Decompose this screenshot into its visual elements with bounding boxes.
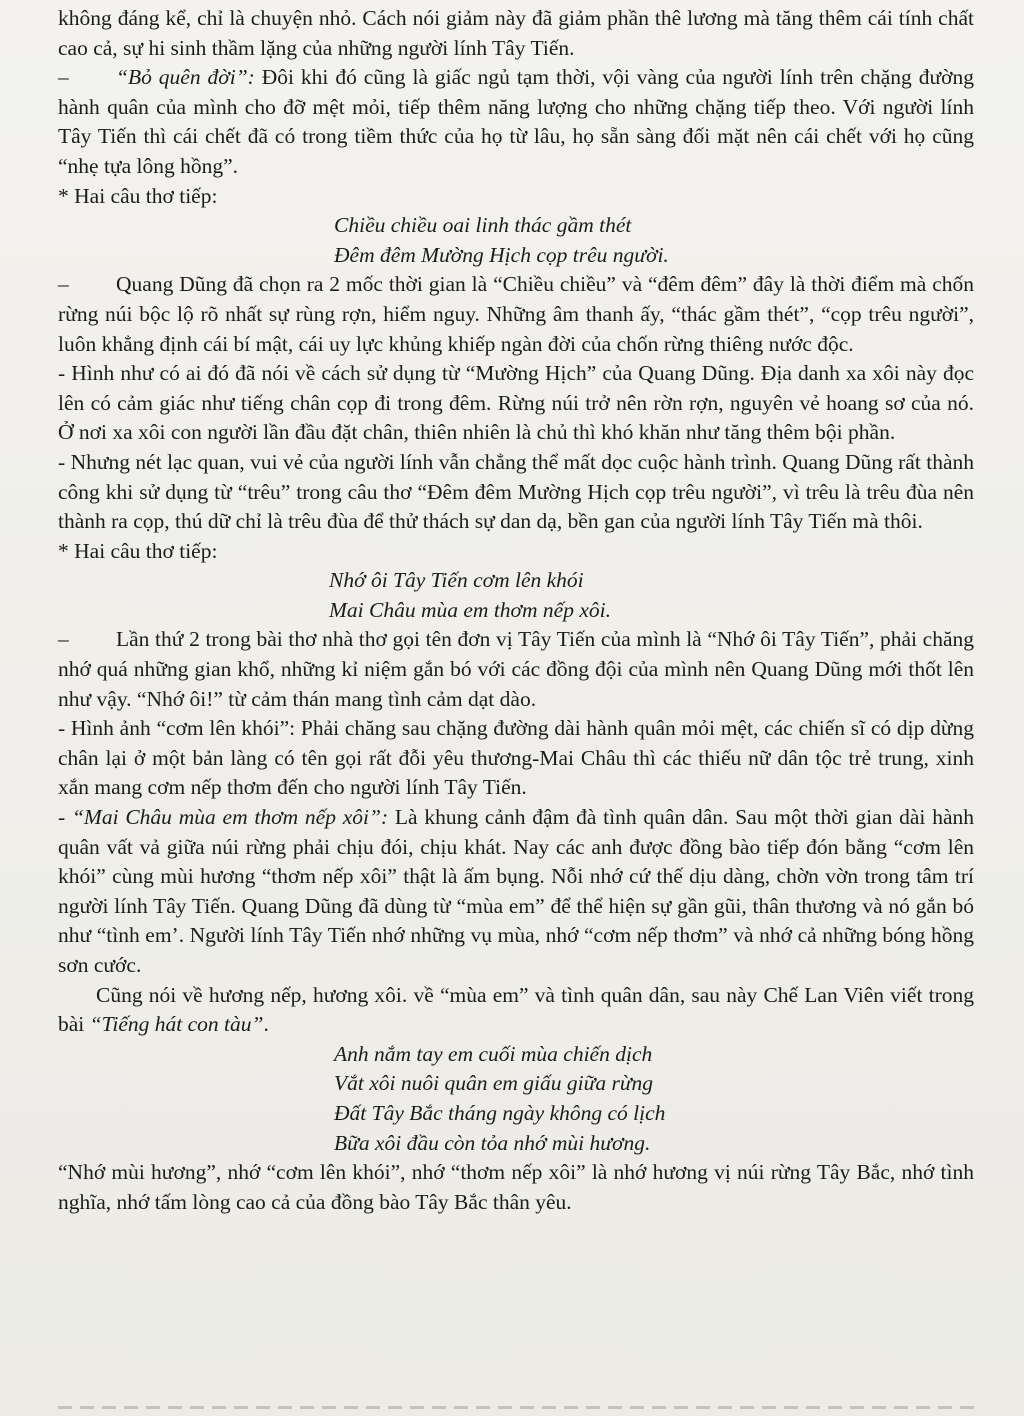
- dash-marker: –: [58, 65, 69, 90]
- paragraph-text: Là khung cảnh đậm đà tình quân dân. Sau một thời gian dài hành quân vất vả giữa núi rừng phải chịu đói, chịu khát. Nay các anh được đồng bào tiếp đón bằng “cơm lên khói” cùng mùi hương “thơm nếp xôi” thật là ấm bụng. Nỗi nhớ cứ thế dịu dàng, chờn vờn trong tâm trí người lính Tây Tiến. Quang Dũng đã dùng từ “mùa em” để thể hiện sự gần gũi, thân thương và nó gắn bó như “tình em’. Người lính Tây Tiến nhớ những vụ mùa, nhớ “cơm nếp thơm” và nhớ cả những bóng hồng sơn cước.: [58, 805, 974, 977]
- poem-line: Chiều chiều oai linh thác gầm thét: [334, 213, 632, 238]
- poem-line: Vắt xôi nuôi quân em giấu giữa rừng: [334, 1071, 654, 1096]
- paragraph-tail: .: [263, 1012, 269, 1037]
- paragraph-nho-oi: [58, 625, 974, 714]
- paragraph-com-len-khoi: - Hình ảnh “cơm lên khói”: Phải chăng sau chặng đường dài hành quân mỏi mệt, các chiến sĩ có dịp dừng chân lại ở một bản làng có tên gọi rất đỗi yêu thương-Mai Châu thì các thiếu nữ dân tộc trẻ trung, xinh xắn mang cơm nếp thơm đến cho người lính Tây Tiến.: [58, 716, 974, 800]
- section-heading-2: * Hai câu thơ tiếp:: [58, 538, 218, 563]
- quote-bo-quen-doi: “Bỏ quên đời”:: [116, 65, 255, 90]
- paragraph-bo-quen-doi: [58, 63, 974, 181]
- paragraph-text: Lần thứ 2 trong bài thơ nhà thơ gọi tên đơn vị Tây Tiến của mình là “Nhớ ôi Tây Tiến”, phải chăng nhớ quá những gian khổ, những kỉ niệm gắn bó với các đồng đội của mình nên Quang Dũng mới thốt lên như vậy. “Nhớ ôi!” từ cảm thán mang tình cảm dạt dào.: [58, 627, 974, 711]
- quote-mai-chau: “Mai Châu mùa em thơm nếp xôi”:: [71, 805, 389, 830]
- paragraph-mai-chau: [58, 803, 974, 981]
- poem-excerpt-3: [58, 1040, 974, 1158]
- dash-marker: –: [58, 627, 69, 652]
- bottom-text-fragment: [58, 1406, 974, 1409]
- section-heading-1: * Hai câu thơ tiếp:: [58, 183, 218, 208]
- poem-line: Đất Tây Bắc tháng ngày không có lịch: [334, 1100, 666, 1125]
- paragraph-1: không đáng kể, chỉ là chuyện nhỏ. Cách nói giảm này đã giảm phần thê lương mà tăng thêm cái tính chất cao cả, sự hi sinh thầm lặng của những người lính Tây Tiến.: [58, 6, 974, 60]
- poem-line: Đêm đêm Mường Hịch cọp trêu người.: [334, 242, 669, 267]
- list-dash: -: [58, 805, 72, 830]
- paragraph-lac-quan: - Nhưng nét lạc quan, vui vẻ của người lính vẫn chẳng thể mất dọc cuộc hành trình. Quang Dũng rất thành công khi sử dụng từ “trêu” trong câu thơ “Đêm đêm Mường Hịch cọp trêu người”, vì trêu là trêu đùa nên thành ra cọp, thú dữ chỉ là trêu đùa để thử thách sự dan dạ, bền gan của người lính Tây Tiến mà thôi.: [58, 449, 974, 534]
- poem-excerpt-1: [58, 211, 974, 270]
- paragraph-text: Quang Dũng đã chọn ra 2 mốc thời gian là “Chiều chiều” và “đêm đêm” đây là thời điểm mà chốn rừng núi bộc lộ rõ nhất sự rùng rợn, hiểm nguy. Những âm thanh ấy, “thác gầm thét”, “cọp trêu người”, luôn khẳng định cái bí mật, cái uy lực khủng khiếp ngàn đời của chốn rừng thiêng nước độc.: [58, 272, 974, 356]
- paragraph-text: Đôi khi đó cũng là giấc ngủ tạm thời, vội vàng của người lính trên chặng đường hành quân của mình cho đỡ mệt mỏi, tiếp thêm năng lượng cho những chặng tiếp theo. Với người lính Tây Tiến thì cái chết đã có trong tiềm thức của họ từ lâu, họ sẵn sàng đối mặt nên cái chết với họ cũng “nhẹ tựa lông hồng”.: [58, 65, 974, 178]
- paragraph-conclusion: “Nhớ mùi hương”, nhớ “cơm lên khói”, nhớ “thơm nếp xôi” là nhớ hương vị núi rừng Tây Bắc, nhớ tình nghĩa, nhớ tấm lòng cao cả của đồng bào Tây Bắc thân yêu.: [58, 1160, 974, 1214]
- poem-line: Mai Châu mùa em thơm nếp xôi.: [329, 597, 611, 622]
- paragraph-muong-hich: - Hình như có ai đó đã nói về cách sử dụng từ “Mường Hịch” của Quang Dũng. Địa danh xa xôi này đọc lên có cảm giác như tiếng chân cọp đi trong đêm. Rừng núi trở nên rờn rợn, nguyên vẻ hoang sơ của nó. Ở nơi xa xôi con người lần đầu đặt chân, thiên nhiên là chủ thì khó khăn như tăng thêm bội phần.: [58, 361, 974, 445]
- paragraph-che-lan-vien: [58, 981, 974, 1040]
- poem-line: Bữa xôi đầu còn tỏa nhớ mùi hương.: [334, 1130, 651, 1155]
- paragraph-moc-thoi-gian: [58, 270, 974, 359]
- poem-excerpt-2: [58, 566, 974, 625]
- poem-line: Nhớ ôi Tây Tiến cơm lên khói: [329, 568, 584, 593]
- quote-tieng-hat-con-tau: “Tiếng hát con tàu”: [89, 1012, 264, 1037]
- paragraph-text: Cũng nói về hương nếp, hương xôi. về “mùa em” và tình quân dân, sau này Chế Lan Viên viết trong bài: [58, 982, 974, 1037]
- dash-marker: –: [58, 272, 69, 297]
- poem-line: Anh nắm tay em cuối mùa chiến dịch: [334, 1041, 653, 1066]
